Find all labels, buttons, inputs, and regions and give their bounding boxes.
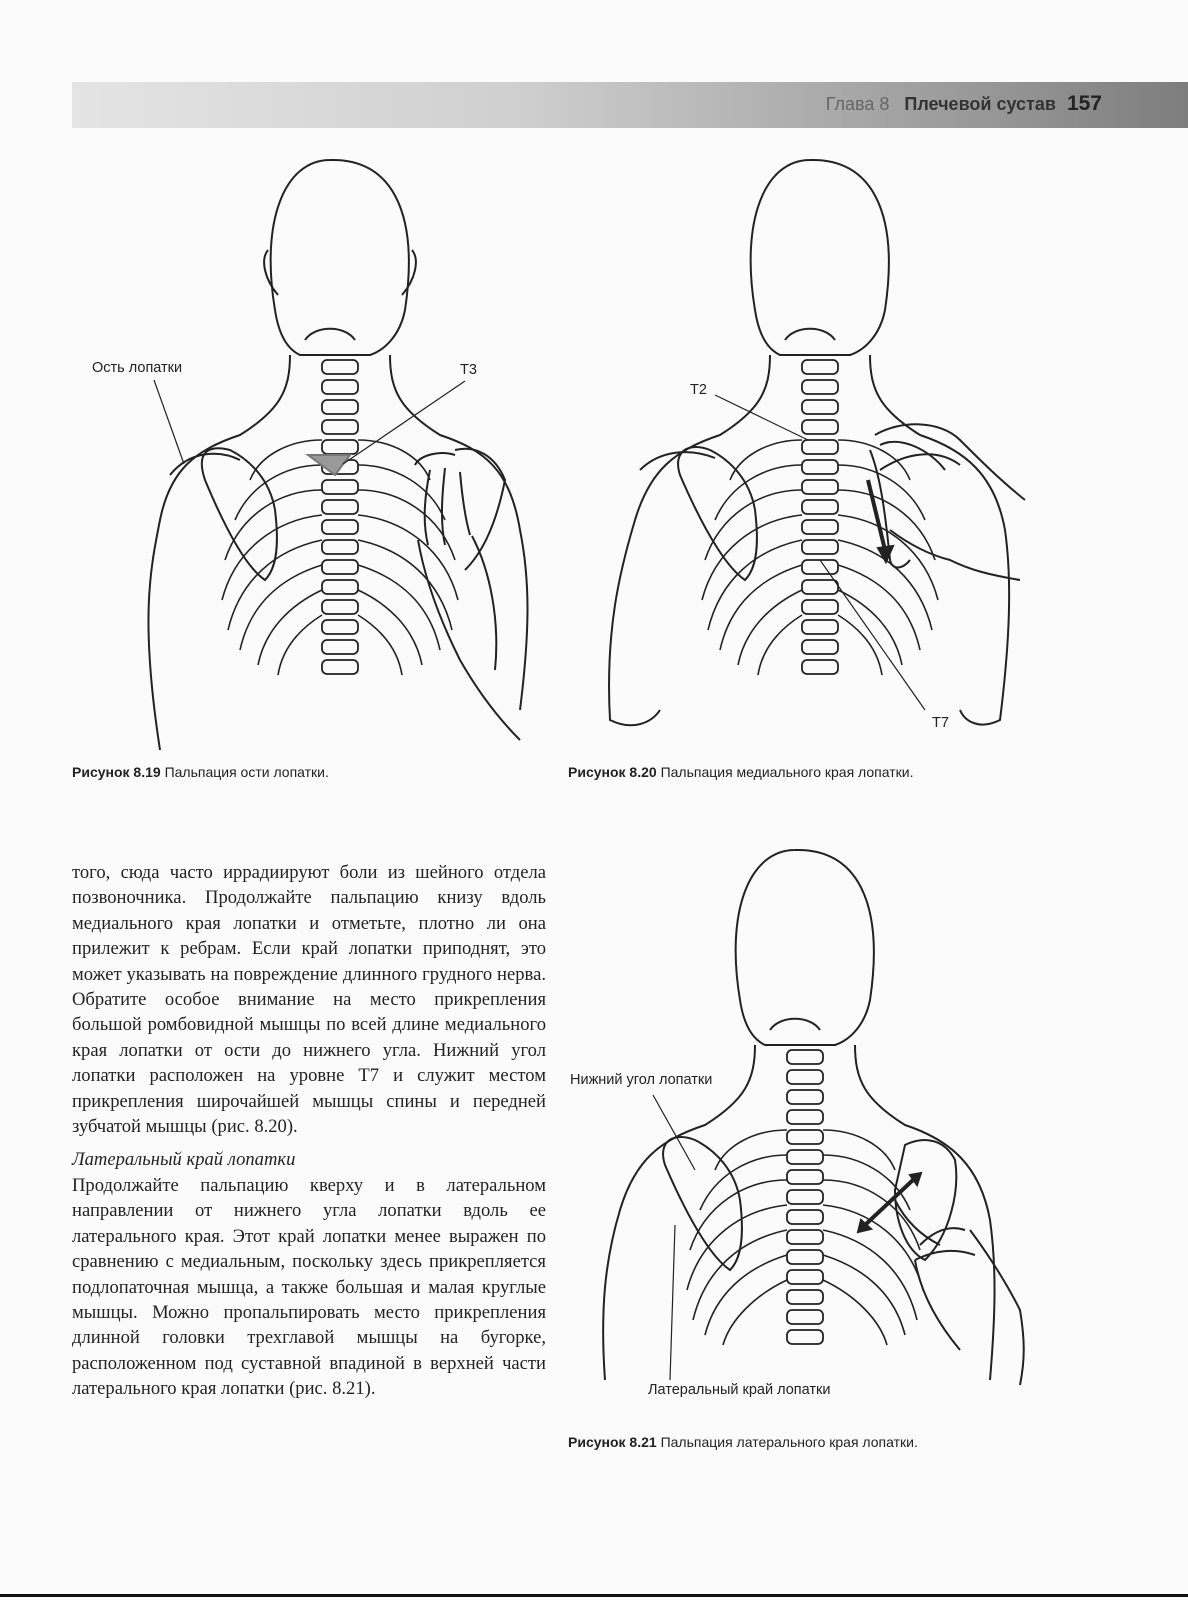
label-t7: T7 bbox=[932, 715, 949, 731]
label-t3: T3 bbox=[460, 362, 477, 378]
label-spine-of-scapula: Ость лопатки bbox=[92, 360, 183, 376]
caption-label: Рисунок 8.19 bbox=[72, 764, 161, 780]
label-t2: T2 bbox=[690, 382, 707, 398]
running-header bbox=[826, 92, 1102, 116]
bottom-rule bbox=[0, 1594, 1188, 1597]
caption-label: Рисунок 8.20 bbox=[568, 764, 657, 780]
figure-8-21-caption bbox=[568, 1434, 918, 1450]
body-text-column bbox=[72, 860, 546, 1402]
leader-line-t3 bbox=[340, 378, 470, 468]
paragraph: того, сюда часто иррадиируют боли из шейного отдела позвоночника. Продолжайте пальпацию книзу вдоль медиального края лопатки и отметьте, плотно ли она прилежит к ребрам. Если край лопатки приподнят, это может указывать на повреждение длинного грудного нерва. Обратите особое внимание на место прикрепления большой ромбовидной мышцы по всей длине медиального края лопатки от ости до нижнего угла. Нижний угол лопатки расположен на уровне T7 и служит местом прикрепления широчайшей мышцы спины и передней зубчатой мышцы (рис. 8.20). bbox=[72, 862, 546, 1138]
caption-label: Рисунок 8.21 bbox=[568, 1434, 657, 1450]
figure-8-21-illustration bbox=[565, 840, 1035, 1400]
label-lateral-border: Латеральный край лопатки bbox=[648, 1382, 831, 1398]
paragraph: Продолжайте пальпацию кверху и в латеральном направлении от нижнего угла лопатки вдоль ее латерального края. Этот край лопатки менее выражен по сравнению с медиальным, поскольку здесь прикрепляется подлопаточная мышца, а также большая и малая круглые мышцы. Можно пропальпировать место прикрепления длинной головки трехглавой мышцы на бугорке, расположенном под суставной впадиной в верхней части латерального края лопатки (рис. 8.21). bbox=[72, 1174, 546, 1400]
figure-8-20-illustration bbox=[580, 150, 1050, 750]
chapter-title: Плечевой сустав bbox=[904, 94, 1056, 114]
caption-text: Пальпация латерального края лопатки. bbox=[660, 1434, 918, 1450]
leader-line-spine bbox=[150, 378, 190, 468]
figure-8-20-caption bbox=[568, 764, 913, 780]
page-number: 157 bbox=[1066, 92, 1102, 115]
subheading: Латеральный край лопатки bbox=[72, 1149, 296, 1171]
figure-8-19-caption bbox=[72, 764, 329, 780]
caption-text: Пальпация медиального края лопатки. bbox=[660, 764, 914, 780]
chapter-label: Глава 8 bbox=[825, 94, 890, 114]
caption-text: Пальпация ости лопатки. bbox=[164, 764, 329, 780]
label-inferior-angle: Нижний угол лопатки bbox=[570, 1072, 713, 1088]
